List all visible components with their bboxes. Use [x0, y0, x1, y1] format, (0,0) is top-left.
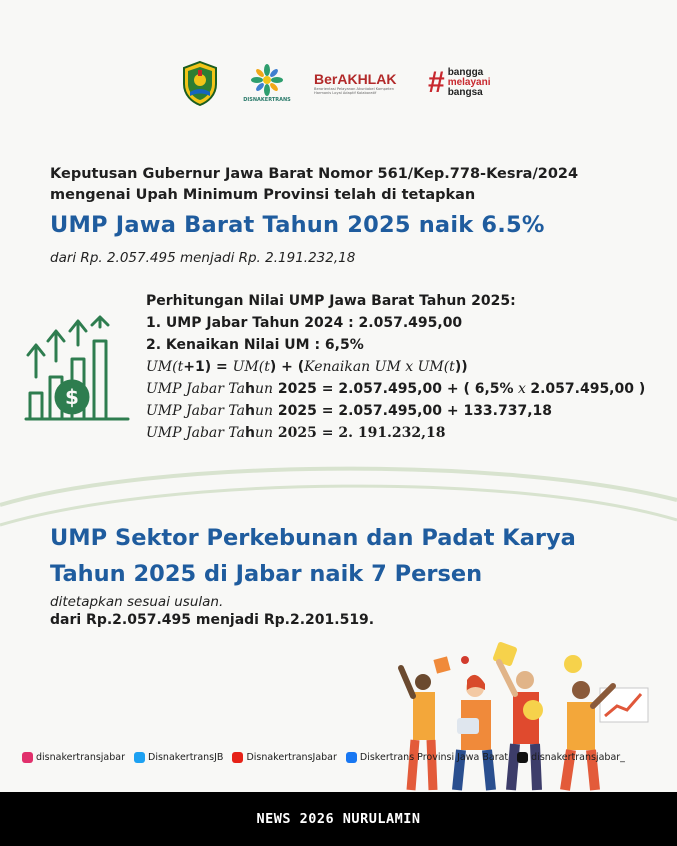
step2-expr: 2025 = 2.057.495,00 + 133.737,18 — [273, 403, 553, 419]
logo-row — [180, 58, 491, 108]
step1-times: x — [513, 381, 531, 397]
facebook-handle: Diskertrans Provinsi Jawa Barat — [359, 752, 509, 763]
calculation-item-1: 1. UMP Jabar Tahun 2024 : 2.057.495,00 — [146, 315, 463, 331]
bangga-melayani-bangsa-logo — [428, 68, 491, 98]
step3-label-c: un — [254, 425, 274, 441]
formula-part-e: t — [264, 359, 270, 375]
decision-line-1: Keputusan Gubernur Jawa Barat Nomor 561/Kep.778-Kesra/2024 — [50, 166, 579, 182]
disnaker-logo-text: DISNAKERTRANS — [243, 96, 291, 103]
people-celebration-illustration — [395, 640, 670, 792]
jawa-barat-emblem-logo — [180, 60, 220, 106]
social-tiktok[interactable] — [517, 752, 625, 763]
decision-text — [50, 164, 650, 206]
step1-label-b: h — [245, 381, 255, 397]
tiktok-handle: disnakertransjabar_ — [531, 752, 625, 763]
decision-line-2: mengenai Upah Minimum Provinsi telah di tetapkan — [50, 187, 476, 203]
youtube-icon — [232, 752, 243, 763]
step1-expr-b: 2.057.495,00 ) — [530, 381, 646, 397]
banner-text: NEWS 2026 NURULAMIN — [256, 811, 421, 827]
step3-label-b: h — [245, 425, 255, 441]
calculation-item-2: 2. Kenaikan Nilai UM : 6,5% — [146, 337, 364, 353]
twitter-icon — [134, 752, 145, 763]
bangga-word-3: bangsa — [447, 87, 483, 98]
sector-note: ditetapkan sesuai usulan. — [50, 594, 224, 610]
facebook-icon — [346, 752, 357, 763]
calculation-step-2 — [146, 400, 666, 422]
formula-part-d: UM( — [232, 359, 265, 375]
step1-label-c: un — [254, 381, 274, 397]
calculation-step-1 — [146, 378, 666, 400]
formula-part-a: UM( — [146, 359, 178, 375]
twitter-handle: DisnakertransJB — [148, 752, 224, 763]
step2-label-a: UMP Jabar Ta — [146, 403, 246, 419]
berakhlak-logo — [314, 71, 406, 95]
disnakertrans-logo — [242, 64, 292, 103]
ump-subline: dari Rp. 2.057.495 menjadi Rp. 2.191.232,18 — [50, 250, 356, 266]
instagram-handle: disnakertransjabar — [36, 752, 126, 763]
bangga-word-2: melayani — [447, 77, 491, 88]
hashtag-icon: # — [428, 66, 445, 99]
instagram-icon — [22, 752, 33, 763]
sector-title-line-2: Tahun 2025 di Jabar naik 7 Persen — [50, 561, 483, 587]
social-instagram[interactable] — [22, 752, 125, 763]
social-twitter[interactable] — [134, 752, 223, 763]
social-facebook[interactable] — [346, 752, 508, 763]
social-handles-row — [22, 752, 677, 763]
formula-line — [146, 356, 666, 378]
social-youtube[interactable] — [232, 752, 336, 763]
formula-part-i: )) — [454, 359, 468, 375]
news-banner — [0, 792, 677, 846]
step3-label-a: UMP Jabar Ta — [146, 425, 246, 441]
sector-title — [50, 520, 650, 592]
money-growth-icon — [22, 315, 132, 425]
svg-text:$: $ — [65, 385, 79, 409]
ump-headline: UMP Jawa Barat Tahun 2025 naik 6.5% — [50, 212, 545, 238]
formula-part-b: t — [177, 359, 184, 375]
calculation-block — [146, 290, 666, 444]
formula-part-h: t — [449, 359, 455, 375]
formula-part-c: +1) = — [183, 359, 233, 375]
calculation-title: Perhitungan Nilai UMP Jawa Barat Tahun 2025: — [146, 293, 516, 309]
step2-label-b: h — [245, 403, 255, 419]
sector-title-line-1: UMP Sektor Perkebunan dan Padat Karya — [50, 525, 576, 551]
berakhlak-tagline: Berorientasi Pelayanan Akuntabel Kompeten Harmonis Loyal Adaptif Kolaboratif — [314, 87, 395, 95]
berakhlak-brand: BerAKHLAK — [314, 71, 397, 87]
step2-label-c: un — [254, 403, 274, 419]
formula-part-f: ) + ( — [269, 359, 305, 375]
youtube-handle: DisnakertransJabar — [246, 752, 337, 763]
calculation-step-3 — [146, 422, 666, 444]
step1-expr-a: 2025 = 2.057.495,00 + ( 6,5% — [273, 381, 514, 397]
sector-value: dari Rp.2.057.495 menjadi Rp.2.201.519. — [50, 612, 375, 628]
formula-part-g: Kenaikan UM x UM( — [304, 359, 450, 375]
bangga-word-1: bangga — [447, 67, 484, 78]
step3-expr: 2025 = 2. 191.232,18 — [273, 425, 446, 441]
step1-label-a: UMP Jabar Ta — [146, 381, 246, 397]
tiktok-icon — [517, 752, 528, 763]
